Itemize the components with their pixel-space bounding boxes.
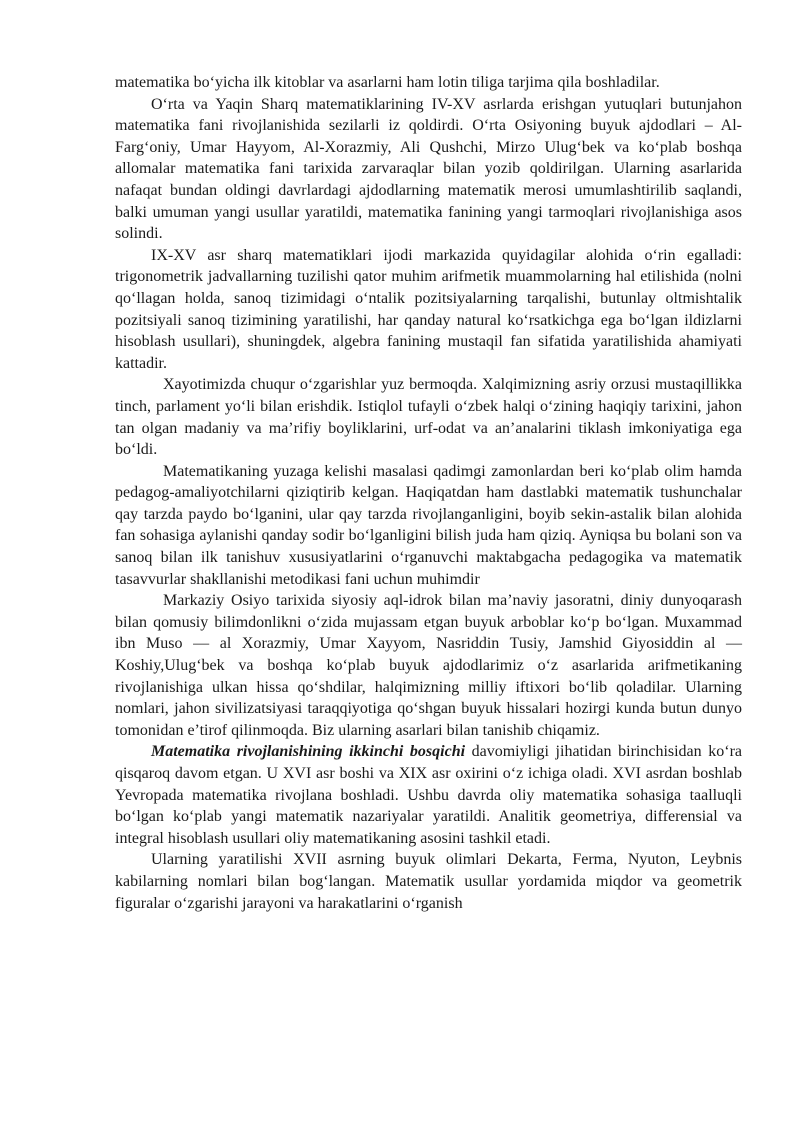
paragraph-independence: Xayotimizda chuqur o‘zgarishlar yuz bermoqda. Xalqimizning asriy orzusi mustaqillikka tinch, parlament yo‘li bilan erishdik. Istiqlol tufayli o‘zbek halqi o‘zining haqiqiy tarixini, jahon tan olgan madaniy va ma’rifiy boyliklarini, urf-odat va an’analarini tiklash imkoniyatiga ega bo‘ldi. <box>115 376 742 459</box>
document-page <box>115 72 742 914</box>
paragraph-second-stage <box>115 741 742 849</box>
paragraph-origin-of-mathematics: Matematikaning yuzaga kelishi masalasi qadimgi zamonlardan beri ko‘plab olim hamda pedagog-amaliyotchilarni qiziqtirib kelgan. Haqiqatdan ham dastlabki matematik tushunchalar qay tarzda paydo bo‘lganini, ular qay tarzda rivojlanganligini, boyib sekin-astalik bilan alohida fan sohasiga aylanishi qanday sodir bo‘lganligini bilish juda ham qiziq. Ayniqsa bu bolani son va sanoq bilan ilk tanishuv xususiyatlarini o‘rganuvchi maktabgacha pedagogika va matematik tasavvurlar shakllanishi metodikasi fani uchun muhimdir <box>115 462 742 588</box>
paragraph-second-stage-text: davomiyligi jihatidan birinchisidan ko‘ra qisqaroq davom etgan. U XVI asr boshi va XIX asr oxirini o‘z ichiga oladi. XVI asrdan boshlab Yevropada matematika rivojlana boshladi. Ushbu davrda oliy matematika sohasiga taalluqli bo‘lgan ko‘plab yangi matematik nazariyalar yaratildi. Analitik geometriya, differensial va integral hisoblash usullari oliy matematikaning asosini tashkil etadi. <box>115 743 743 847</box>
paragraph-eastern-mathematicians: IX-XV asr sharq matematiklari ijodi markazida quyidagilar alohida o‘rin egalladi: trigonometrik jadvallarning tuzilishi qator muhim arifmetik muammolarning hal etilishida (nolni qo‘llagan holda, sanoq tizimidagi o‘ntalik pozitsiyalarning tarqalishi, butunlay oltmishtalik pozitsiyali sanoq tizimining yaratilishi, har qanday natural ko‘rsatkichga ega bo‘lgan ildizlarni hisoblash usullari), shuningdek, algebra fanining mustaqil fan sifatida yaratilishida ahamiyati kattadir. <box>115 246 742 372</box>
paragraph-central-asia-achievements: O‘rta va Yaqin Sharq matematiklarining IV-XV asrlarda erishgan yutuqlari butunjahon matematika fani rivojlanishida sezilarli iz qoldirdi. O‘rta Osiyoning buyuk ajdodlari – Al-Farg‘oniy, Umar Hayyom, Al-Xorazmiy, Ali Qushchi, Mirzo Ulug‘bek va ko‘plab boshqa allomalar matematika fani tarixida zarvaraqlar bilan yozib qoldirilgan. Ularning asarlarida nafaqat bundan oldingi davrlardagi ajdodlarning matematik merosi umumlashtirilib saqlandi, balki umuman yangi usullar yaratildi, matematika fanining yangi tarmoqlari rivojlanishiga asos solindi. <box>115 95 742 243</box>
emphasis-second-stage: Matematika rivojlanishining ikkinchi bosqichi <box>151 743 466 761</box>
paragraph-great-scholars: Markaziy Osiyo tarixida siyosiy aql-idrok bilan ma’naviy jasoratni, diniy dunyoqarash bilan qomusiy bilimdonlikni o‘zida mujassam etgan buyuk arboblar ko‘p bo‘lgan. Muxammad ibn Muso — al Xorazmiy, Umar Xayyom, Nasriddin Tusiy, Jamshid Giyosiddin al — Koshiy,Ulug‘bek va boshqa ko‘plab buyuk ajdodlarimiz o‘z asarlarida arifmetikaning rivojlanishiga ulkan hissa qo‘shdilar, halqimizning milliy iftixori bo‘lib qoladilar. Ularning nomlari, jahon sivilizatsiyasi taraqqiyotiga qo‘shgan buyuk hissalari hozirgi kunda butun dunyo tomonidan e’tirof qilinmoqda. Biz ularning asarlari bilan tanishib chiqamiz. <box>115 592 742 739</box>
paragraph-continuation: matematika bo‘yicha ilk kitoblar va asarlarni ham lotin tiligа tarjima qila boshladilar. <box>115 74 660 91</box>
paragraph-seventeenth-century: Ularning yaratilishi XVII asrning buyuk olimlari Dekarta, Ferma, Nyuton, Leybnis kabilarning nomlari bilan bog‘langan. Matematik usullar yordamida miqdor va geometrik figuralar o‘zgarishi jarayoni va harakatlarini o‘rganish <box>115 851 742 912</box>
